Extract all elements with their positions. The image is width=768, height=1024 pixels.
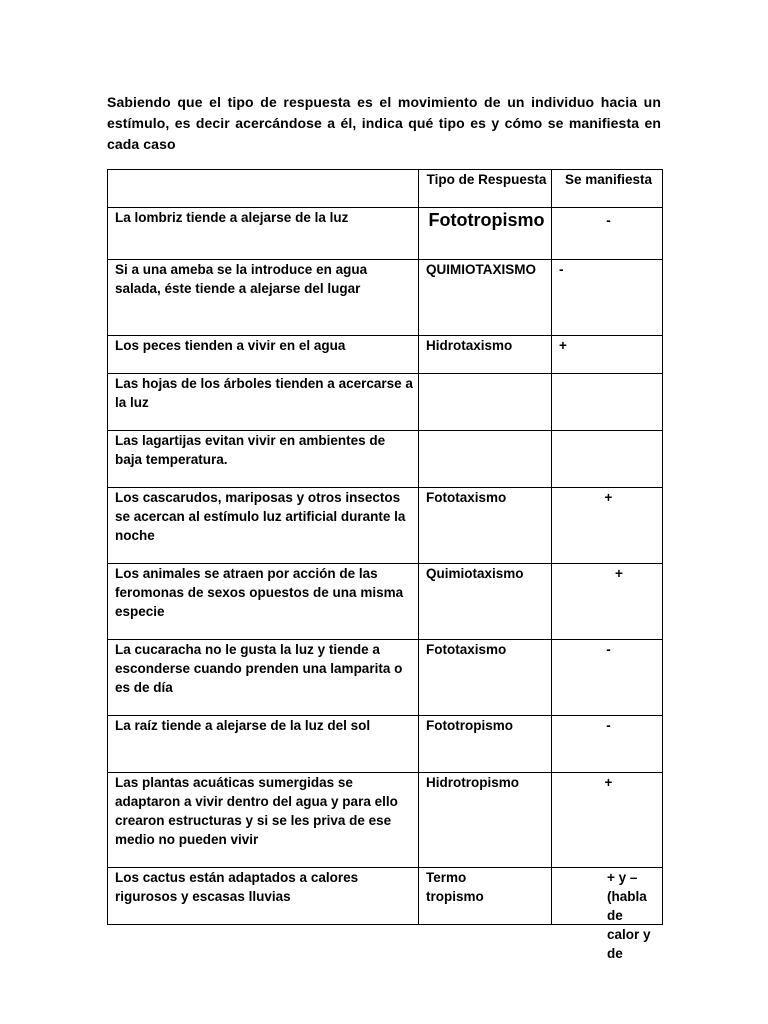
- manifiesta-cell: [552, 374, 663, 431]
- case-cell: La raíz tiende a alejarse de la luz del sol: [108, 716, 419, 773]
- manifiesta-cell: +: [552, 773, 663, 868]
- tipo-cell: Fototaxismo: [419, 488, 552, 564]
- table-row: [108, 260, 663, 336]
- response-table: [107, 169, 663, 961]
- table-row: [108, 564, 663, 640]
- case-cell: La lombriz tiende a alejarse de la luz: [108, 208, 419, 260]
- table-row: [108, 640, 663, 716]
- table-row: [108, 488, 663, 564]
- table-row: [108, 773, 663, 868]
- case-cell: Si a una ameba se la introduce en agua salada, éste tiende a alejarse del lugar: [108, 260, 419, 336]
- table-row: [108, 431, 663, 488]
- manifiesta-cell: -: [552, 716, 663, 773]
- case-cell: Las plantas acuáticas sumergidas se adaptaron a vivir dentro del agua y para ello crearon estructuras y si se les priva de ese medio no pueden vivir: [108, 773, 419, 868]
- manifiesta-cell: +: [552, 564, 663, 640]
- manifiesta-text: + y – (habla de calor y de: [607, 870, 651, 961]
- tipo-text: Termo tropismo: [426, 870, 484, 904]
- tipo-cell: Fototropismo: [419, 208, 552, 260]
- manifiesta-cell: +: [552, 336, 663, 374]
- intro-paragraph: [107, 92, 661, 155]
- header-manifiesta: Se manifiesta: [552, 170, 663, 208]
- case-cell: Los animales se atraen por acción de las feromonas de sexos opuestos de una misma especie: [108, 564, 419, 640]
- header-tipo: Tipo de Respuesta: [419, 170, 552, 208]
- tipo-cell: Fototropismo: [419, 716, 552, 773]
- manifiesta-cell: [552, 431, 663, 488]
- manifiesta-cell: -: [552, 208, 663, 260]
- case-cell: Las hojas de los árboles tienden a acercarse a la luz: [108, 374, 419, 431]
- tipo-cell: QUIMIOTAXISMO: [419, 260, 552, 336]
- case-cell: La cucaracha no le gusta la luz y tiende a esconderse cuando prenden una lamparita o es de día: [108, 640, 419, 716]
- manifiesta-cell: -: [552, 640, 663, 716]
- tipo-cell: Quimiotaxismo: [419, 564, 552, 640]
- tipo-cell: [419, 374, 552, 431]
- table-row: [108, 336, 663, 374]
- tipo-cell: Fototaxismo: [419, 640, 552, 716]
- tipo-cell: Hidrotaxismo: [419, 336, 552, 374]
- case-cell: Los cactus están adaptados a calores rigurosos y escasas lluvias: [108, 868, 419, 925]
- table-row: [108, 208, 663, 260]
- manifiesta-cell: [552, 868, 663, 961]
- table-row: [108, 716, 663, 773]
- header-case: [108, 170, 419, 208]
- manifiesta-cell: +: [552, 488, 663, 564]
- tipo-cell: Hidrotropismo: [419, 773, 552, 868]
- tipo-cell: [419, 431, 552, 488]
- case-cell: Las lagartijas evitan vivir en ambientes de baja temperatura.: [108, 431, 419, 488]
- intro-text: Sabiendo que el tipo de respuesta es el movimiento de un individuo hacia un estímulo, es decir acercándose a él, indica qué tipo es y cómo se manifiesta en cada caso: [107, 94, 661, 152]
- table-header-row: [108, 170, 663, 208]
- case-cell: Los peces tienden a vivir en el agua: [108, 336, 419, 374]
- table-row: [108, 868, 663, 925]
- manifiesta-cell: -: [552, 260, 663, 336]
- case-cell: Los cascarudos, mariposas y otros insectos se acercan al estímulo luz artificial durante la noche: [108, 488, 419, 564]
- table-row: [108, 374, 663, 431]
- tipo-cell: [419, 868, 552, 925]
